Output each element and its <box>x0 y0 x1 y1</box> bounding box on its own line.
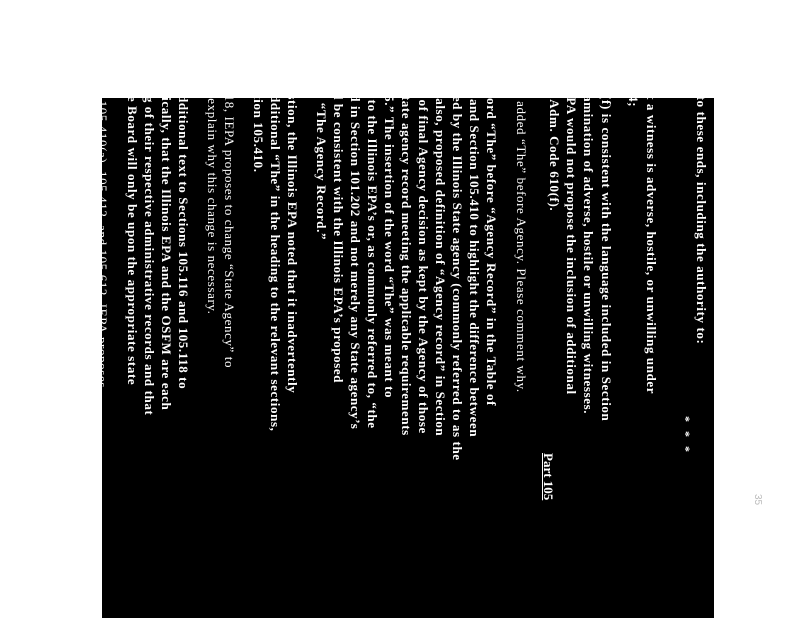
page-number: 35 <box>752 493 764 506</box>
text-line: 05.” The insertion of the word “The” was meant to <box>382 88 397 399</box>
rotated-page-content <box>61 88 714 618</box>
text-line: 118, IEPA proposes to change “State Agency” to <box>222 88 237 369</box>
text-line: d to the Illinois EPA’s or, as commonly referred to, “the <box>365 88 380 429</box>
text-line: ng of their respective administrative records and that <box>142 88 157 416</box>
text-line: ifically, that the Illinois EPA and the OSFM are each <box>159 88 174 411</box>
text-line: 24; <box>626 88 641 108</box>
text-line: l. Adm. Code 610(f). <box>547 88 562 212</box>
text-line: ), 105.410(a), 105.412, and 105.612, IEPA proposes <box>95 88 110 388</box>
text-line: word “The” before “Agency Record” in the Table of <box>484 88 499 407</box>
text-line: ction 105.410. <box>251 88 266 173</box>
text-line: xamination of adverse, hostile or unwilling witnesses. <box>581 88 596 415</box>
part-heading: Part 105 <box>541 453 556 501</box>
text-line: additional “The” in the heading to the relevant sections, <box>268 88 283 432</box>
text-line: EPA would not propose the inclusion of additional <box>564 88 579 395</box>
section-break-stars: * * * <box>679 416 693 455</box>
text-line: A added “The” before Agency. Please comment why. <box>514 88 529 393</box>
text-line: rd. A similar change is proposed in Section 105.508(b), <box>78 88 93 409</box>
text-line: estion, the Illinois EPA noted that it inadvertently <box>285 88 300 394</box>
text-line: 0(f) is consistent with the language included in Section <box>599 88 614 422</box>
text-line: d of final Agency decision as kept by the Agency of those <box>416 88 431 434</box>
text-line: e also, proposed definition of “Agency record” in Section <box>433 88 448 437</box>
scanned-page <box>61 88 714 618</box>
text-line: additional text to Sections 105.116 and 105.118 to <box>176 88 191 390</box>
text-line: ld be consistent with the Illinois EPA’s proposed <box>331 88 346 384</box>
text-line: ned by the Illinois State agency (commonly referred to as the <box>450 88 465 461</box>
text-line: at a witness is adverse, hostile, or unwilling under <box>644 88 659 395</box>
text-line: ed in Section 101.202 and not merely any State agency’s <box>348 88 363 430</box>
text-line: 4, “The Agency Record.” <box>314 88 329 241</box>
text-line: he Board will only be upon the appropriate state <box>125 88 140 386</box>
text-line: 2 and Section 105.410 to highlight the difference between <box>467 88 482 438</box>
text-line: e explain why this change is necessary. <box>205 88 220 315</box>
text-line: ore record. Please comment why IEPA proposes these <box>61 88 76 398</box>
text-line: State agency record meeting the applicable requirements <box>399 88 414 436</box>
text-line: , to these ends, including the authority to: <box>694 88 709 345</box>
